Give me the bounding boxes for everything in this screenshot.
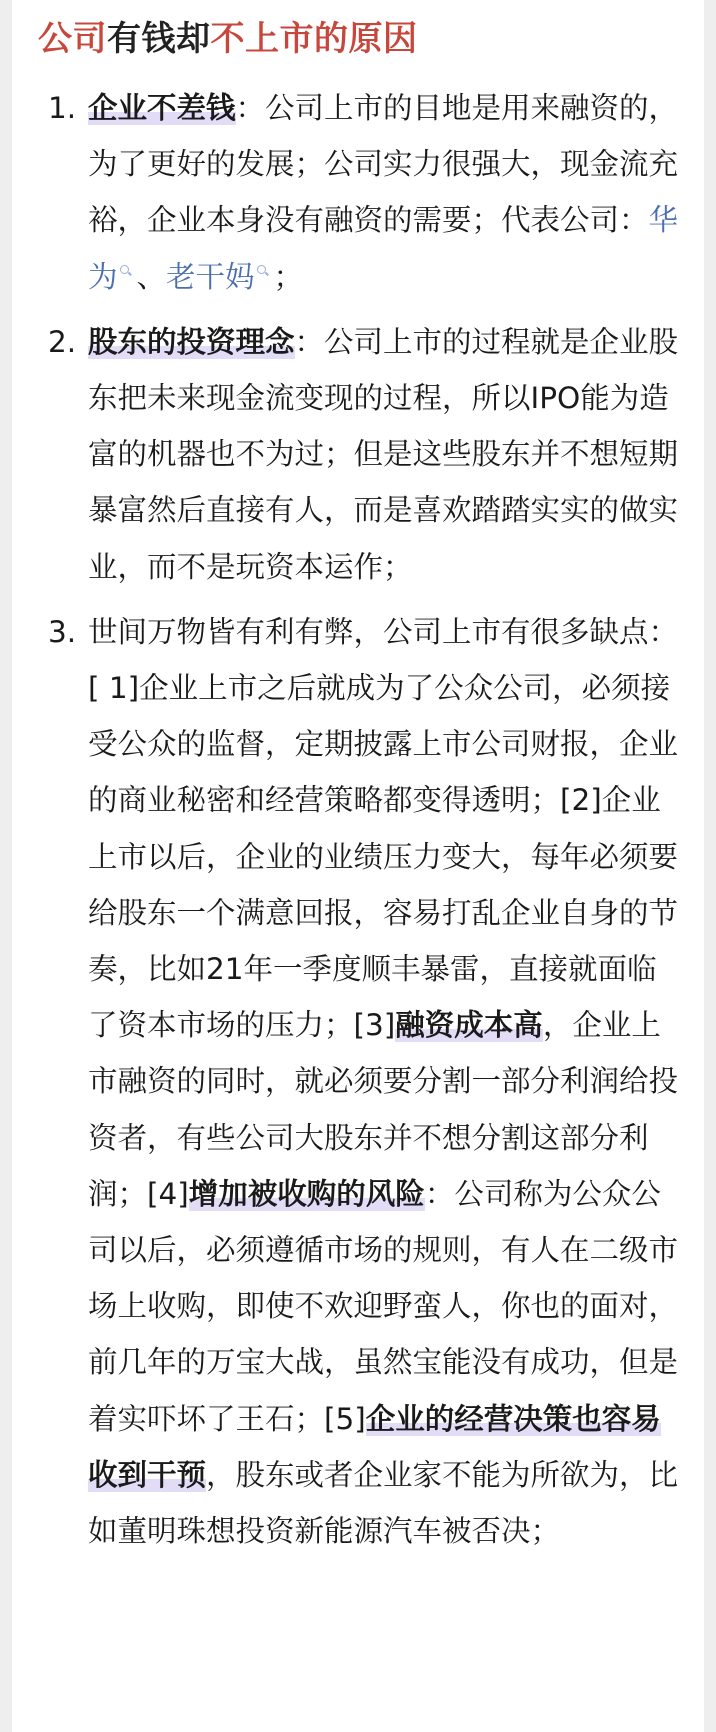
article-title xyxy=(38,8,684,70)
search-icon[interactable] xyxy=(120,265,131,276)
link-huawei[interactable]: 华为 xyxy=(88,203,679,294)
title-part-2: 有钱却 xyxy=(107,19,211,59)
item-text: ：公司上市的过程就是企业股东把未来现金流变现的过程，所以IPO能为造富的机器也不为过；但是这些股东并不想短期暴富然后直接有人，而是喜欢踏踏实实的做实业，而不是玩资本运作； xyxy=(88,324,679,584)
list-item xyxy=(38,314,684,595)
title-part-3: 不上市的原因 xyxy=(210,19,418,59)
list-item xyxy=(38,80,684,305)
item-highlight: 企业的经营决策也容易收到干预 xyxy=(88,1401,661,1492)
list-item xyxy=(38,604,684,1559)
item-number: 3. xyxy=(48,614,77,649)
item-number: 1. xyxy=(48,91,77,125)
item-number: 2. xyxy=(48,324,77,359)
search-icon[interactable] xyxy=(257,265,268,276)
item-heading: 股东的投资理念 xyxy=(88,324,295,359)
item-text: ：公司称为公众公司以后，必须遵循市场的规则，有人在二级市场上收购，即使不欢迎野蛮人，你也的面对，前几年的万宝大战，虽然宝能没有成功，但是着实吓坏了王石；[5] xyxy=(88,1176,679,1436)
article-card xyxy=(12,0,704,1732)
item-end-text: ； xyxy=(273,259,304,294)
item-highlight: 增加被收购的风险 xyxy=(188,1176,425,1211)
reasons-list xyxy=(38,80,684,1559)
link-laoganma[interactable]: 老干妈 xyxy=(166,259,255,294)
item-text: 世间万物皆有利有弊，公司上市有很多缺点：[ 1]企业上市之后就成为了公众公司，必须接受公众的监督，定期披露上市公司财报，企业的商业秘密和经营策略都变得透明；[2]企业上市以后，企业的业绩压力变大，每年必须要给股东一个满意回报，容易打乱企业自身的节奏，比如21年一季度顺丰暴雷，直接就面临了资本市场的压力；[3] xyxy=(88,614,679,1043)
item-text: ：公司上市的目地是用来融资的，为了更好的发展；公司实力很强大，现金流充裕，企业本身没有融资的需要；代表公司： xyxy=(88,91,679,238)
title-part-1: 公司 xyxy=(38,19,107,59)
separator-text: 、 xyxy=(136,259,167,294)
item-heading: 企业不差钱 xyxy=(88,91,236,125)
item-highlight: 融资成本高 xyxy=(395,1008,543,1043)
item-text: ，股东或者企业家不能为所欲为，比如董明珠想投资新能源汽车被否决； xyxy=(88,1457,679,1549)
item-text: ，企业上市融资的同时，就必须要分割一部分利润给投资者，有些公司大股东并不想分割这部分利润；[4] xyxy=(88,1008,679,1211)
